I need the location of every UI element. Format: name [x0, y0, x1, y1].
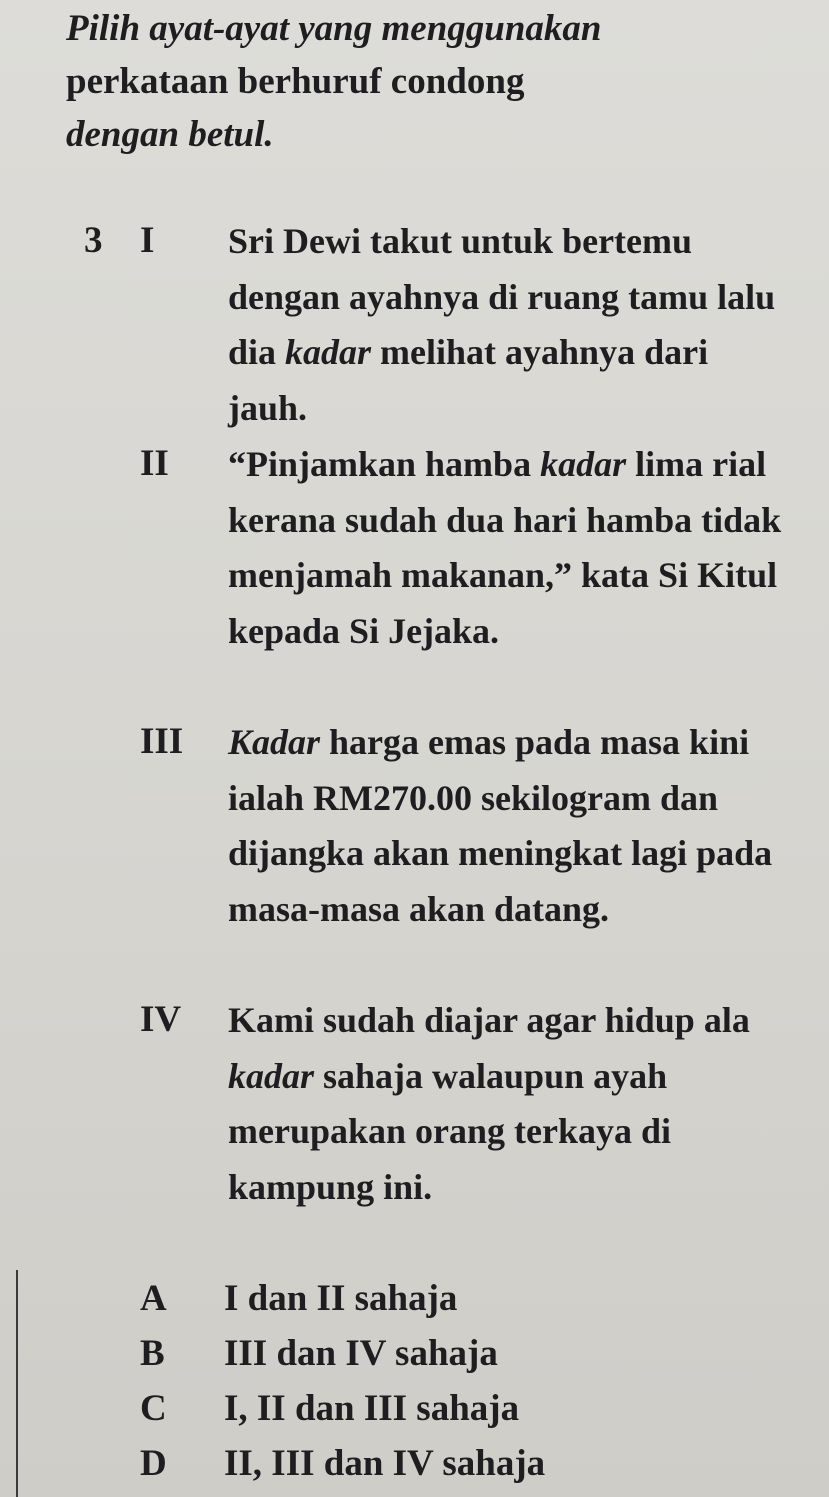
statement-text-3: [228, 715, 788, 937]
statement-3-after: harga emas pada masa kini ialah RM270.00 sekilogram dan dijangka akan meningkat lagi pada masa-masa akan datang.: [228, 722, 773, 929]
statement-4-italic-word: kadar: [228, 1055, 315, 1096]
statement-4-before: Kami sudah diajar agar hidup ala: [228, 1000, 750, 1040]
statement-text-1: [228, 214, 788, 436]
statement-text-4: [228, 993, 788, 1215]
option-text-d[interactable]: II, III dan IV sahaja: [224, 1443, 546, 1484]
statement-numeral-2: II: [140, 443, 169, 484]
statement-1-after: melihat ayahnya dari jauh.: [228, 332, 709, 428]
page-margin-line: [16, 1270, 18, 1497]
option-letter-d: D: [140, 1443, 167, 1484]
instruction-line-2: perkataan berhuruf condong: [66, 61, 525, 102]
option-letter-c: C: [140, 1388, 167, 1429]
statement-1-before: Sri Dewi takut untuk bertemu dengan ayahnya di ruang tamu lalu dia: [228, 221, 776, 372]
statement-numeral-4: IV: [140, 999, 182, 1040]
instruction-line-1: Pilih ayat-ayat yang menggunakan: [66, 8, 602, 49]
statement-numeral-3: III: [140, 721, 184, 762]
statement-2-before: “Pinjamkan hamba: [228, 444, 541, 484]
option-text-c[interactable]: I, II dan III sahaja: [224, 1388, 520, 1429]
option-text-a[interactable]: I dan II sahaja: [224, 1278, 458, 1319]
instruction-line-3: dengan betul.: [66, 114, 274, 155]
question-number: 3: [84, 220, 103, 261]
statement-4-after: sahaja walaupun ayah merupakan orang terkaya di kampung ini.: [228, 1055, 672, 1207]
statement-1-italic-word: kadar: [285, 332, 372, 372]
option-letter-a: A: [140, 1278, 167, 1319]
statement-numeral-1: I: [140, 220, 155, 261]
statement-2-after: lima rial kerana sudah dua hari hamba tidak menjamah makanan,” kata Si Kitul kepada Si Jejaka.: [228, 444, 782, 651]
statement-text-2: [228, 437, 788, 659]
question-instruction: [66, 2, 766, 161]
option-letter-b: B: [140, 1333, 165, 1374]
statement-2-italic-word: kadar: [540, 444, 627, 484]
statement-3-italic-word: Kadar: [228, 722, 321, 762]
option-text-b[interactable]: III dan IV sahaja: [224, 1333, 498, 1374]
